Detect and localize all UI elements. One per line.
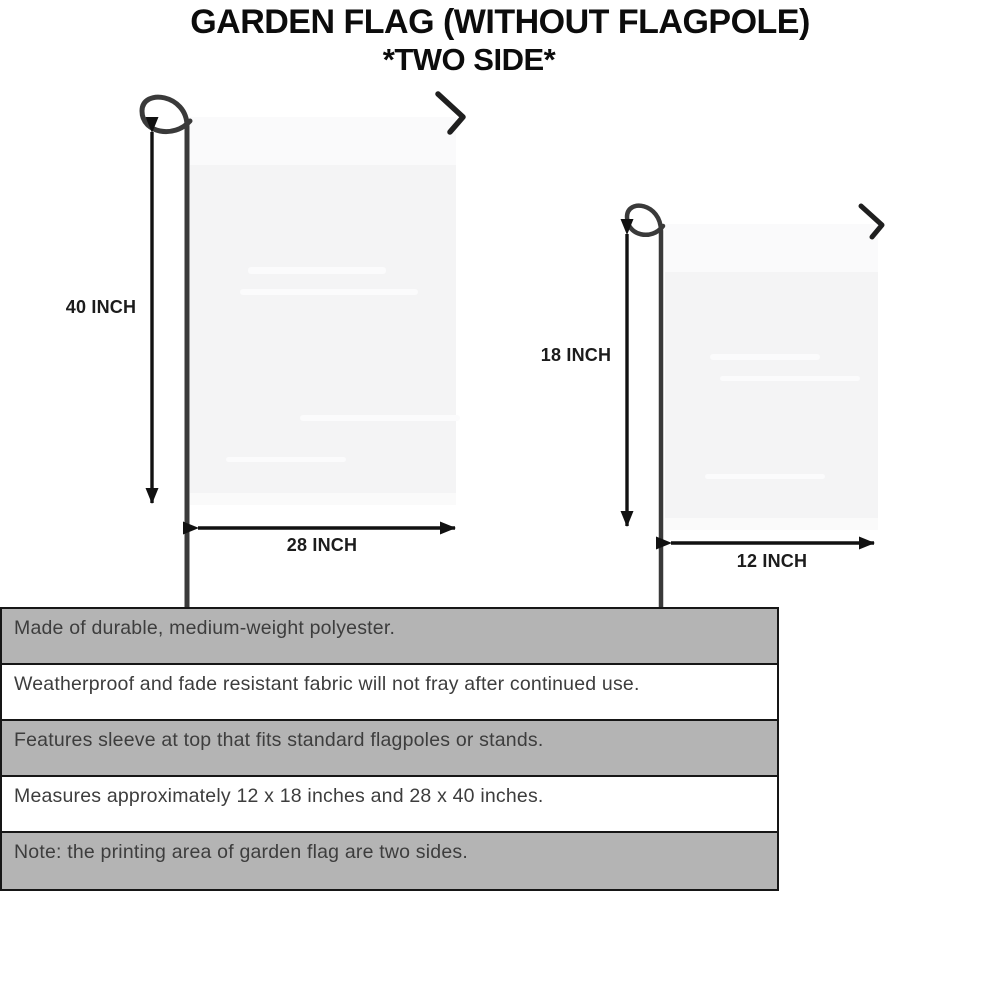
fabric-streak [300,415,460,421]
feature-row: Made of durable, medium-weight polyester. [2,609,777,665]
small-flag-height-label: 18 INCH [540,345,612,365]
large-flag-sleeve [190,117,456,165]
feature-row: Weatherproof and fade resistant fabric will not fray after continued use. [2,665,777,721]
page-title: GARDEN FLAG (WITHOUT FLAGPOLE) [190,3,810,41]
fabric-streak [240,289,418,295]
large-flag-height-label: 40 INCH [65,297,137,317]
fabric-streak [705,474,825,479]
page-subtitle: *TWO SIDE* [382,42,556,77]
small-flag-sleeve [665,224,878,272]
fabric-streak [226,457,346,462]
feature-row: Measures approximately 12 x 18 inches and 28 x 40 inches. [2,777,777,833]
large-flag-width-label: 28 INCH [286,535,358,555]
fabric-streak [248,267,386,274]
feature-row: Features sleeve at top that fits standard flagpoles or stands. [2,721,777,777]
small-flag-fabric [665,224,878,530]
feature-row: Note: the printing area of garden flag are two sides. [2,833,777,889]
large-flag-hem [190,493,456,505]
large-flag-fabric [190,117,456,505]
large-flag-pole [142,97,190,607]
fabric-streak [720,376,860,381]
small-flag-width-label: 12 INCH [736,551,808,571]
small-flag-pole [627,206,663,607]
fabric-streak [710,354,820,360]
small-flag-hem [665,518,878,530]
features-table [0,607,779,891]
